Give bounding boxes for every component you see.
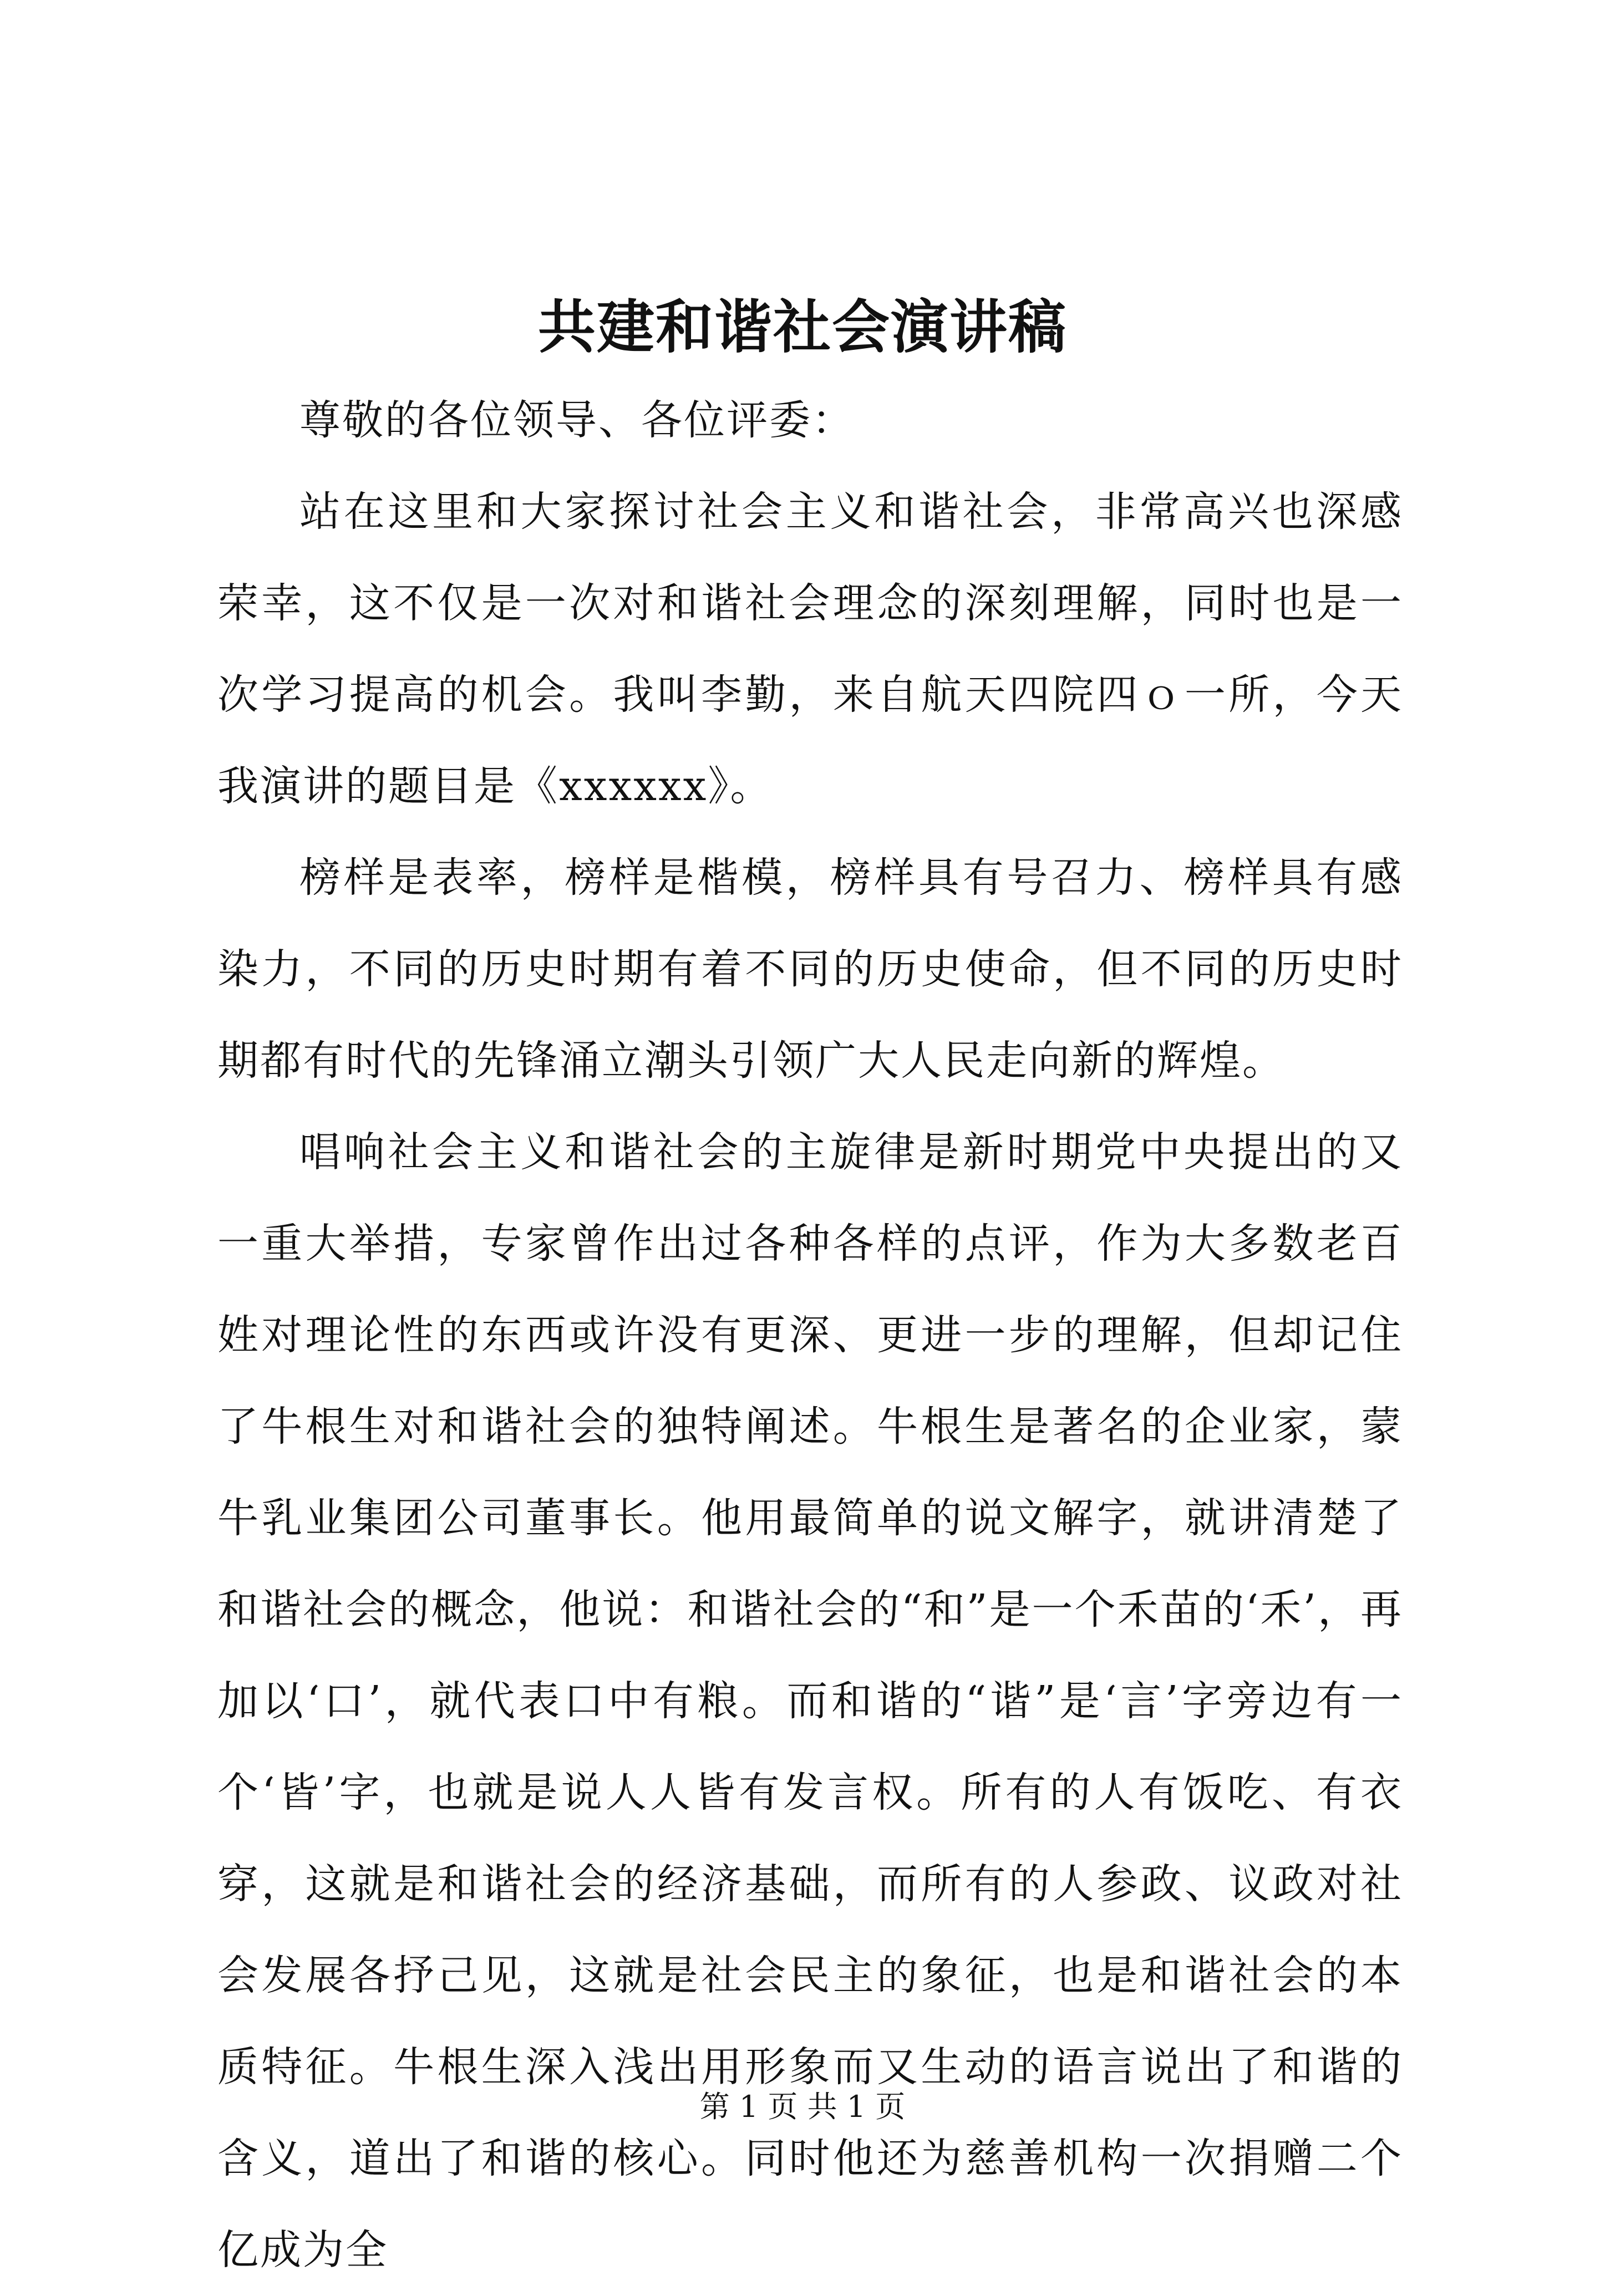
page-number-footer: 第 1 页 共 1 页 — [699, 2089, 906, 2124]
salutation: 尊敬的各位领导、各位评委： — [299, 396, 855, 444]
paragraph-intro: 站在这里和大家探讨社会主义和谐社会，非常高兴也深感荣幸，这不仅是一次对和谐社会理念的深刻理解，同时也是一次学习提高的机会。我叫李勤，来自航天四院四ｏ一所，今天我演讲的题目是《xxxxxx》。 — [217, 488, 1403, 810]
document-title: 共建和谐社会演讲稿 — [537, 293, 1067, 361]
document-body — [217, 375, 1403, 2296]
paragraph-harmony-explanation: 唱响社会主义和谐社会的主旋律是新时期党中央提出的又一重大举措，专家曾作出过各种各样的点评，作为大多数老百姓对理论性的东西或许没有更深、更进一步的理解，但却记住了牛根生对和谐社会的独特阐述。牛根生是著名的企业家，蒙牛乳业集团公司董事长。他用最简单的说文解字，就讲清楚了和谐社会的概念，他说：和谐社会的“和”是一个禾苗的‘禾’，再加以‘口’，就代表口中有粮。而和谐的“谐”是‘言’字旁边有一个‘皆’字，也就是说人人皆有发言权。所有的人有饭吃、有衣穿，这就是和谐社会的经济基础，而所有的人参政、议政对社会发展各抒己见，这就是社会民主的象征，也是和谐社会的本质特征。牛根生深入浅出用形象而又生动的语言说出了和谐的含义，道出了和谐的核心。同时他还为慈善机构一次捐赠二个亿成为全 — [217, 1128, 1403, 2274]
paragraph-role-models: 榜样是表率，榜样是楷模，榜样具有号召力、榜样具有感染力，不同的历史时期有着不同的历史使命，但不同的历史时期都有时代的先锋涌立潮头引领广大人民走向新的辉煌。 — [217, 854, 1403, 1085]
